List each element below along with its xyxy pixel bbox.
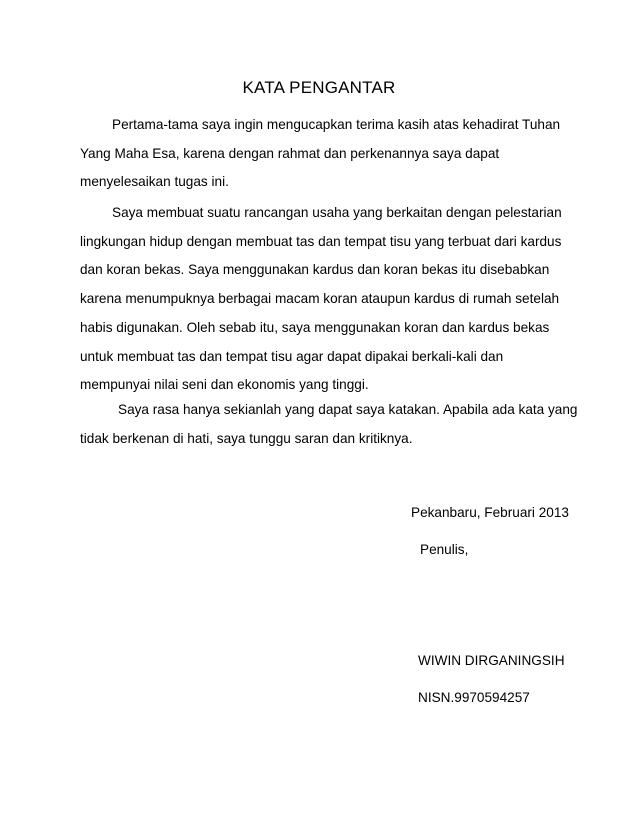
paragraph-closing: [80, 396, 578, 453]
writer-label: Penulis,: [420, 542, 469, 557]
paragraph-opening: [80, 111, 560, 197]
paragraph-line: lingkungan hidup dengan membuat tas dan tempat tisu yang terbuat dari kardus: [80, 233, 562, 249]
paragraph-line: habis digunakan. Oleh sebab itu, saya menggunakan koran dan kardus bekas: [80, 319, 550, 335]
writer-nisn: NISN.9970594257: [418, 690, 530, 705]
paragraph-line: mempunyai nilai seni dan ekonomis yang tinggi.: [80, 377, 369, 393]
writer-name: WIWIN DIRGANINGSIH: [418, 653, 565, 668]
place-date: Pekanbaru, Februari 2013: [411, 505, 569, 520]
paragraph-line: menyelesaikan tugas ini.: [80, 174, 229, 190]
page-title: KATA PENGANTAR: [242, 78, 396, 97]
paragraph-body: [80, 199, 560, 400]
paragraph-line: Saya membuat suatu rancangan usaha yang berkaitan dengan pelestarian: [112, 205, 562, 220]
paragraph-line: Yang Maha Esa, karena dengan rahmat dan perkenannya saya dapat: [80, 145, 500, 161]
paragraph-line: Saya rasa hanya sekianlah yang dapat saya katakan. Apabila ada kata yang: [118, 402, 578, 417]
paragraph-line: Pertama-tama saya ingin mengucapkan terima kasih atas kehadirat Tuhan: [112, 117, 561, 132]
paragraph-line: untuk membuat tas dan tempat tisu agar dapat dipakai berkali-kali dan: [80, 348, 504, 364]
paragraph-line: dan koran bekas. Saya menggunakan kardus dan koran bekas itu disebabkan: [80, 262, 550, 278]
paragraph-line: karena menumpuknya berbagai macam koran ataupun kardus di rumah setelah: [80, 291, 560, 307]
paragraph-line: tidak berkenan di hati, saya tunggu saran dan kritiknya.: [80, 430, 413, 446]
